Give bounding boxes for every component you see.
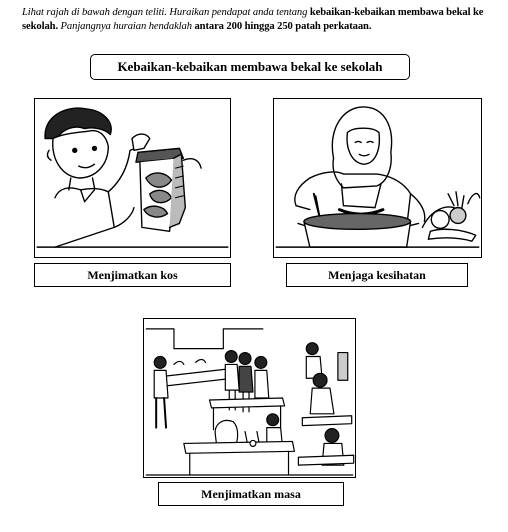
instruction-part-4: antara 200 hingga 250 patah perkataan. — [194, 21, 372, 32]
panel-1-illustration — [34, 98, 231, 258]
instruction-text — [22, 6, 492, 34]
instruction-part-3: Panjangnya huraian hendaklah — [58, 21, 195, 32]
panel-2-illustration — [273, 98, 482, 258]
school-canteen-illustration — [144, 319, 355, 477]
caption-menjimatkan-kos: Menjimatkan kos — [34, 263, 231, 287]
caption-menjaga-kesihatan: Menjaga kesihatan — [286, 263, 468, 287]
topic-title: Kebaikan-kebaikan membawa bekal ke sekolah — [90, 54, 410, 80]
instruction-part-1: Lihat rajah di bawah dengan teliti. Huraikan pendapat anda tentang — [22, 7, 310, 18]
boy-packing-lunchbox-illustration — [35, 99, 230, 257]
panel-3-illustration — [143, 318, 356, 478]
caption-menjimatkan-masa: Menjimatkan masa — [158, 482, 344, 506]
instruction-part-2: kebaikan-kebaikan membawa bekal ke sekolah. — [22, 7, 484, 32]
woman-cooking-illustration — [274, 99, 481, 257]
